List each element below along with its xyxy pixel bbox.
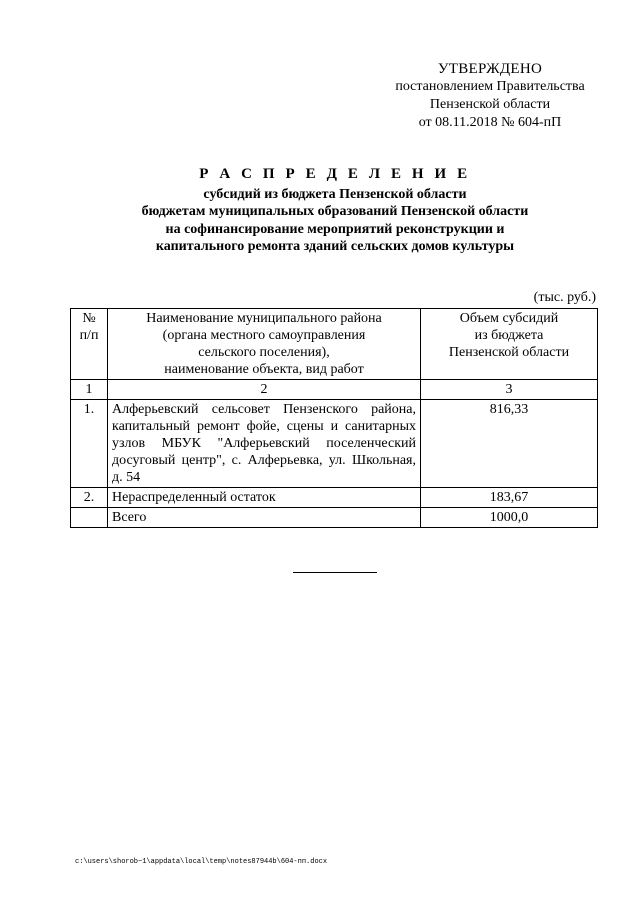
table-header-row [71,309,598,380]
units-label: (тыс. руб.) [533,290,596,305]
table-index-row [71,380,598,400]
approval-stamp [380,60,600,132]
row-name: Нераспределенный остаток [108,488,421,508]
row-num: 2. [71,488,108,508]
document-subtitle-line-2: бюджетам муниципальных образований Пензенской области [141,204,529,219]
header-sum [421,309,598,380]
header-num-line: п/п [79,328,99,343]
header-num-line: № [82,311,96,326]
header-name-line: (органа местного самоуправления [162,328,366,343]
table-total-row [71,508,598,528]
footer-file-path: c:\users\shorob~1\appdata\local\temp\notes87944b\604-пп.docx [75,858,328,866]
header-sum-line: Пензенской области [448,345,570,360]
header-num [71,309,108,380]
header-name-line: Наименование муниципального района [146,311,382,326]
row-name: Всего [108,508,421,528]
approval-line-region: Пензенской области [429,97,551,112]
approval-title: УТВЕРЖДЕНО [437,61,543,77]
table-row [71,400,598,488]
row-sum: 1000,0 [421,508,598,528]
subsidy-table [70,308,598,528]
row-num [71,508,108,528]
header-name-line: наименование объекта, вид работ [164,362,364,377]
header-sum-line: из бюджета [474,328,544,343]
index-cell: 1 [71,380,108,400]
row-num: 1. [71,400,108,488]
header-sum-line: Объем субсидий [459,311,559,326]
header-name [108,309,421,380]
row-sum: 183,67 [421,488,598,508]
index-cell: 2 [108,380,421,400]
document-title-block [70,166,600,256]
document-subtitle-line-4: капитального ремонта зданий сельских домов культуры [155,239,515,254]
table-row [71,488,598,508]
approval-line-decree: постановлением Правительства [395,79,585,94]
end-separator-line [293,572,377,573]
document-subtitle-line-1: субсидий из бюджета Пензенской области [203,186,467,202]
row-sum: 816,33 [421,400,598,488]
index-cell: 3 [421,380,598,400]
header-name-line: сельского поселения), [198,345,330,360]
document-title: Р А С П Р Е Д Е Л Е Н И Е [199,166,471,182]
row-name: Алферьевский сельсовет Пензенского района, капитальный ремонт фойе, сцены и санитарных узлов МБУК "Алферьевский поселенческий досуговый центр", с. Алферьевка, ул. Школьная, д. 54 [108,400,421,488]
document-subtitle-line-3: на софинансирование мероприятий реконструкции и [165,221,505,237]
approval-line-date: от 08.11.2018 № 604-пП [418,115,562,130]
